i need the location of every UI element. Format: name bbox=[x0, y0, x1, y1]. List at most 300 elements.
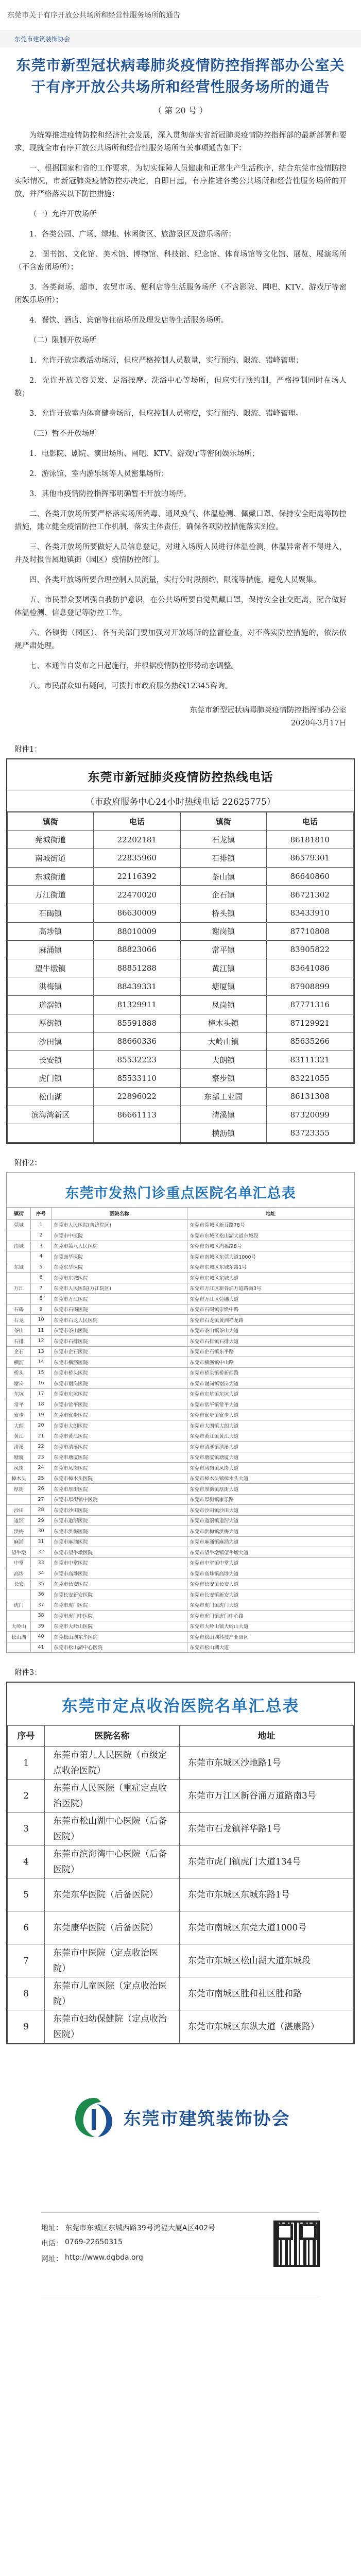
hospital-name-cell: 东莞市常平医院 bbox=[51, 1399, 187, 1410]
treatment-header-cell: 医院名称 bbox=[45, 1726, 180, 1747]
town-cell: 常平镇 bbox=[180, 941, 266, 959]
town-cell: 樟木头镇 bbox=[180, 1014, 266, 1032]
hospital-name-cell: 东莞市人民医院(普济院区) bbox=[51, 1219, 187, 1230]
fever-header-cell: 地址 bbox=[187, 1207, 354, 1219]
index-cell: 14 bbox=[31, 1357, 51, 1368]
town-cell: 厚街 bbox=[7, 1484, 31, 1495]
town-cell bbox=[8, 1124, 94, 1143]
notice-paragraph: 1．允许开放宗教活动场所，但应严格控制人员数量，实行预约、限流、错峰管理； bbox=[29, 357, 303, 365]
address-cell: 东莞市望牛墩镇望牛墩大道 bbox=[187, 1547, 354, 1558]
hotline-title: 东莞市新冠肺炎疫情防控热线电话 bbox=[88, 770, 273, 784]
town-cell: 东部工业园 bbox=[180, 1087, 266, 1106]
address-cell: 东莞市东坑镇东坑大道 bbox=[187, 1388, 354, 1399]
address-cell: 东莞市中堂镇中堂大道 bbox=[187, 1557, 354, 1568]
index-cell: 9 bbox=[8, 2010, 45, 2043]
fever-clinic-row bbox=[7, 1452, 354, 1463]
town-cell: 洪梅镇 bbox=[8, 977, 94, 996]
attachment1-label: 附件1： bbox=[14, 745, 42, 754]
footer-divider bbox=[41, 2212, 319, 2213]
treatment-hospital-row bbox=[8, 1780, 354, 1812]
attachment3-label: 附件3： bbox=[14, 1669, 42, 1677]
phone-cell bbox=[93, 1124, 180, 1143]
town-cell: 南城街道 bbox=[8, 849, 94, 868]
index-cell: 31 bbox=[31, 1536, 51, 1547]
fever-clinic-row bbox=[7, 1294, 354, 1304]
index-cell: 15 bbox=[31, 1367, 51, 1378]
notice-body bbox=[14, 129, 347, 693]
phone-value: 0769-22650315 bbox=[65, 2238, 123, 2247]
town-cell: 东坑 bbox=[7, 1388, 31, 1399]
address-cell: 东莞市南城区东莞大道1000号 bbox=[187, 1251, 354, 1262]
fever-clinic-row bbox=[7, 1589, 354, 1600]
phone-cell: 81329911 bbox=[93, 995, 180, 1014]
fever-clinic-card bbox=[6, 1172, 355, 1654]
index-cell: 9 bbox=[31, 1304, 51, 1315]
address-cell: 东莞市石排镇石排大道 bbox=[187, 1336, 354, 1347]
hotline-row bbox=[8, 1106, 354, 1124]
town-cell bbox=[7, 1611, 31, 1621]
address-cell: 东莞市万江区莞穗大道 bbox=[187, 1294, 354, 1304]
index-cell: 36 bbox=[31, 1589, 51, 1600]
web-label: 网址： bbox=[41, 2255, 63, 2264]
town-cell: 横沥 bbox=[7, 1357, 31, 1368]
hospital-name-cell: 东莞市妇幼保健院（定点收治医院） bbox=[45, 2010, 180, 2043]
hospital-name-cell: 东莞市清溪医院 bbox=[51, 1442, 187, 1452]
town-cell: 塘厦 bbox=[7, 1452, 31, 1463]
address-cell: 东莞市万江区新谷涌万道路南3号 bbox=[180, 1780, 354, 1812]
notice-paragraph: 八、市民群众如有疑问，可拨打市政府服务热线12345咨询。 bbox=[29, 682, 233, 690]
fever-clinic-row bbox=[7, 1241, 354, 1251]
treatment-hospital-row bbox=[8, 2010, 354, 2043]
hospital-name-cell: 东莞松山湖东华医院 bbox=[51, 1632, 187, 1642]
hospital-name-cell: 东莞市凤岗医院 bbox=[51, 1463, 187, 1473]
address-value: 东莞市东城区东城西路39号鸿福大厦A区402号 bbox=[65, 2224, 216, 2233]
index-cell: 7 bbox=[31, 1283, 51, 1294]
town-cell: 石碣 bbox=[7, 1304, 31, 1315]
phone-label: 电话： bbox=[41, 2240, 63, 2248]
hospital-name-cell: 东莞市道滘医院 bbox=[51, 1515, 187, 1526]
treatment-hospital-title: 东莞市定点收治医院名单汇总表 bbox=[61, 1697, 300, 1716]
town-cell: 东城 bbox=[7, 1262, 31, 1273]
hotline-row bbox=[8, 849, 354, 868]
address-cell: 东莞市寮步镇寮步大道 bbox=[187, 1410, 354, 1420]
phone-cell: 22896022 bbox=[93, 1087, 180, 1106]
fever-clinic-row bbox=[7, 1568, 354, 1579]
town-cell: 长安镇 bbox=[8, 1050, 94, 1069]
fever-clinic-table bbox=[7, 1207, 354, 1653]
index-cell: 1 bbox=[31, 1219, 51, 1230]
address-cell: 东莞市南城区东莞大道1000号 bbox=[180, 1911, 354, 1944]
treatment-hospital-row bbox=[8, 1977, 354, 2010]
index-cell: 23 bbox=[31, 1452, 51, 1463]
hospital-name-cell: 东莞市滨海湾中心医院（后备医院） bbox=[45, 1845, 180, 1878]
fever-clinic-row bbox=[7, 1442, 354, 1452]
footer-org-name: 东莞市建筑装饰协会 bbox=[123, 2108, 290, 2129]
phone-cell: 87320099 bbox=[266, 1106, 354, 1124]
index-cell: 6 bbox=[31, 1273, 51, 1283]
notice-paragraph: 为统筹推进疫情防控和经济社会发展，深入贯彻落实省新冠肺炎疫情防控指挥部的最新部署和要求，现就全市有序开放公共场所和经营性服务场所有关事项通告如下： bbox=[14, 131, 347, 152]
fever-clinic-row bbox=[7, 1410, 354, 1420]
hospital-name-cell: 东莞市人民医院（重症定点收治医院） bbox=[45, 1780, 180, 1812]
town-cell: 常平 bbox=[7, 1399, 31, 1410]
hospital-name-cell: 东莞市黄江医院 bbox=[51, 1431, 187, 1442]
treatment-hospital-card bbox=[6, 1682, 355, 2044]
phone-cell: 86181810 bbox=[266, 831, 354, 849]
phone-cell: 87129921 bbox=[266, 1014, 354, 1032]
hotline-row bbox=[8, 977, 354, 996]
phone-cell: 86630009 bbox=[93, 904, 180, 922]
phone-cell: 88851288 bbox=[93, 959, 180, 977]
town-cell: 石龙镇 bbox=[180, 831, 266, 849]
hospital-name-cell: 东莞市松山湖中心医院 bbox=[51, 1642, 187, 1653]
town-cell bbox=[7, 1251, 31, 1262]
index-cell: 40 bbox=[31, 1632, 51, 1642]
hospital-name-cell: 东莞长安新安医院 bbox=[51, 1589, 187, 1600]
address-cell: 东莞市高埗镇高埗大道 bbox=[187, 1568, 354, 1579]
address-cell: 东莞市长安镇长安大道 bbox=[187, 1579, 354, 1589]
hospital-name-cell: 东莞康华医院 bbox=[51, 1251, 187, 1262]
notice-paragraph: 3．其他市疫情防控指挥部明确暂不开放的场所。 bbox=[29, 490, 191, 498]
phone-cell: 87710808 bbox=[266, 922, 354, 941]
address-cell: 东莞市麻涌镇麻涌大道 bbox=[187, 1536, 354, 1547]
fever-clinic-row bbox=[7, 1388, 354, 1399]
town-cell: 石排镇 bbox=[180, 849, 266, 868]
index-cell: 20 bbox=[31, 1420, 51, 1431]
association-logo-icon bbox=[71, 2094, 117, 2140]
fever-clinic-row bbox=[7, 1283, 354, 1294]
address-cell: 东莞市莞城区新芬路78号 bbox=[187, 1219, 354, 1230]
hospital-name-cell: 东莞市桥头医院 bbox=[51, 1367, 187, 1378]
fever-clinic-row bbox=[7, 1484, 354, 1495]
town-cell: 莞城街道 bbox=[8, 831, 94, 849]
address-cell: 东莞市东城区东城大道 bbox=[187, 1273, 354, 1283]
hotline-table bbox=[7, 812, 354, 1143]
town-cell: 道滘 bbox=[7, 1515, 31, 1526]
address-cell: 东莞市松山湖大道 bbox=[187, 1642, 354, 1653]
phone-cell: 83723355 bbox=[266, 1124, 354, 1143]
index-cell: 6 bbox=[8, 1911, 45, 1944]
phone-cell: 22202181 bbox=[93, 831, 180, 849]
treatment-header-cell: 地址 bbox=[180, 1726, 354, 1747]
address-cell: 东莞市横沥镇中山路 bbox=[187, 1357, 354, 1368]
town-cell: 望牛墩镇 bbox=[8, 959, 94, 977]
index-cell: 11 bbox=[31, 1325, 51, 1336]
town-cell: 大朗镇 bbox=[180, 1050, 266, 1069]
phone-cell: 87908899 bbox=[266, 977, 354, 996]
town-cell: 大岭山 bbox=[7, 1621, 31, 1632]
page-title: 东莞市关于有序开放公共场所和经营性服务场所的通告 bbox=[7, 11, 180, 20]
hospital-name-cell: 东莞市万江医院 bbox=[51, 1294, 187, 1304]
town-cell: 莞城 bbox=[7, 1219, 31, 1230]
treatment-hospital-row bbox=[8, 1911, 354, 1944]
hospital-name-cell: 东莞市石碣医院 bbox=[51, 1304, 187, 1315]
phone-cell: 86640860 bbox=[266, 867, 354, 886]
notice-paragraph: 四、各类开放场所要合理控制人员流量，实行分时段预约、限流等措施，避免人员聚集。 bbox=[29, 576, 321, 584]
town-cell: 黄江镇 bbox=[180, 959, 266, 977]
phone-cell: 88010009 bbox=[93, 922, 180, 941]
phone-cell: 86721302 bbox=[266, 886, 354, 904]
fever-clinic-row bbox=[7, 1420, 354, 1431]
town-cell: 寮步 bbox=[7, 1410, 31, 1420]
hotline-row bbox=[8, 1014, 354, 1032]
notice-paragraph: （一）允许开放场所 bbox=[29, 210, 97, 218]
town-cell: 麻涌 bbox=[7, 1536, 31, 1547]
phone-cell: 86131308 bbox=[266, 1087, 354, 1106]
hospital-name-cell: 东莞市洪梅医院 bbox=[51, 1526, 187, 1537]
town-cell: 凤岗镇 bbox=[180, 995, 266, 1014]
notice-paragraph: 1．各类公园、广场、绿地、休闲街区、旅游景区及游乐场所； bbox=[29, 230, 236, 239]
town-cell: 东城街道 bbox=[8, 867, 94, 886]
notice-paragraph: 一、根据国家和省的工作要求，为切实保障人员健康和正常生产生活秩序，结合东莞市疫情防控实际情况，市新冠肺炎疫情防控办决定，自即日起，有序推进各类公共场所和经营性服务场所的开放，并严格落实以下防控措施： bbox=[14, 164, 347, 198]
index-cell: 17 bbox=[31, 1388, 51, 1399]
index-cell: 5 bbox=[8, 1878, 45, 1911]
hospital-name-cell: 东莞市石龙人民医院 bbox=[51, 1315, 187, 1326]
col-phone: 电话 bbox=[266, 812, 354, 831]
address-cell: 东莞市东城区东纵大道（湛康路） bbox=[180, 2010, 354, 2043]
town-cell: 中堂 bbox=[7, 1557, 31, 1568]
notice-paragraph: 3．允许开放室内体育健身场所，但应控制人员密度，实行预约、限流、错峰管理。 bbox=[29, 410, 303, 418]
hospital-name-cell: 东莞市儿童医院（定点收治医院） bbox=[45, 1977, 180, 2010]
signature-date: 2020年3月17日 bbox=[290, 719, 347, 727]
address-cell: 东莞市东城区松山湖大道东城段 bbox=[180, 1944, 354, 1977]
address-label: 地址： bbox=[41, 2224, 63, 2233]
fever-header-cell: 医院名称 bbox=[51, 1207, 187, 1219]
hospital-name-cell: 东莞市寮步医院 bbox=[51, 1410, 187, 1420]
hotline-table-card bbox=[6, 758, 355, 1144]
address-cell: 东莞市茶山镇茶山大道 bbox=[187, 1325, 354, 1336]
index-cell: 12 bbox=[31, 1336, 51, 1347]
fever-clinic-row bbox=[7, 1273, 354, 1283]
hospital-name-cell: 东莞市第八人民医院 bbox=[51, 1241, 187, 1251]
fever-clinic-row bbox=[7, 1515, 354, 1526]
address-cell: 东莞市凤岗镇凤岗大道 bbox=[187, 1463, 354, 1473]
hospital-name-cell: 东莞市石排医院 bbox=[51, 1336, 187, 1347]
hotline-row bbox=[8, 1087, 354, 1106]
town-cell: 滨海湾新区 bbox=[8, 1106, 94, 1124]
doc-number: （ 第 20 号 ） bbox=[153, 106, 208, 115]
notice-paragraph: 4．餐饮、酒店、宾馆等住宿场所及理发店等生活服务场所。 bbox=[29, 316, 229, 325]
town-cell: 长安 bbox=[7, 1579, 31, 1589]
hotline-row bbox=[8, 1069, 354, 1088]
notice-paragraph: 2．游泳馆、室内游乐场等人员密集场所； bbox=[29, 470, 169, 478]
town-cell: 塘厦镇 bbox=[180, 977, 266, 996]
treatment-hospital-row bbox=[8, 1944, 354, 1977]
fever-clinic-row bbox=[7, 1325, 354, 1336]
signature-org: 东莞市新型冠状病毒肺炎疫情防控指挥部办公室 bbox=[190, 706, 347, 715]
phone-cell: 88660336 bbox=[93, 1032, 180, 1051]
address-cell: 东莞市石碣镇崇焕中路 bbox=[187, 1304, 354, 1315]
notice-paragraph: 七、本通告自发布之日起施行，并根据疫情防控形势动态调整。 bbox=[29, 662, 238, 670]
index-cell: 39 bbox=[31, 1621, 51, 1632]
fever-clinic-row bbox=[7, 1600, 354, 1611]
index-cell: 37 bbox=[31, 1600, 51, 1611]
hospital-name-cell: 东莞市沙田医院 bbox=[51, 1505, 187, 1516]
address-cell: 东莞市长安镇新安大道 bbox=[187, 1589, 354, 1600]
town-cell: 茶山镇 bbox=[180, 867, 266, 886]
address-cell: 东莞市企石镇东平路 bbox=[187, 1346, 354, 1357]
phone-cell: 22116392 bbox=[93, 867, 180, 886]
town-cell: 高埗镇 bbox=[8, 922, 94, 941]
hospital-name-cell: 东莞市高埗医院 bbox=[51, 1568, 187, 1579]
hospital-name-cell: 东莞市第九人民医院（市级定点收治医院） bbox=[45, 1747, 180, 1780]
index-cell: 21 bbox=[31, 1431, 51, 1442]
town-cell bbox=[7, 1273, 31, 1283]
phone-cell: 85533110 bbox=[93, 1069, 180, 1088]
index-cell: 4 bbox=[31, 1251, 51, 1262]
town-cell: 万江 bbox=[7, 1283, 31, 1294]
hospital-name-cell: 东莞市谢岗医院 bbox=[51, 1378, 187, 1389]
phone-cell: 85532223 bbox=[93, 1050, 180, 1069]
notice-paragraph: （三）暂不开放场所 bbox=[29, 430, 97, 438]
hotline-row bbox=[8, 1050, 354, 1069]
town-cell: 厚街镇 bbox=[8, 1014, 94, 1032]
hospital-name-cell: 东莞市虎门医院 bbox=[51, 1600, 187, 1611]
hospital-name-cell: 东莞市樟木头医院 bbox=[51, 1473, 187, 1484]
hospital-name-cell: 东莞市中医院（定点收治医院） bbox=[45, 1944, 180, 1977]
web-link[interactable]: http://www.dgbda.org bbox=[65, 2253, 143, 2262]
fever-clinic-row bbox=[7, 1399, 354, 1410]
town-cell: 黄江 bbox=[7, 1431, 31, 1442]
address-cell: 东莞市常平镇常平大道 bbox=[187, 1399, 354, 1410]
address-cell: 东莞市东城区沙地路1号 bbox=[180, 1747, 354, 1780]
hotline-row bbox=[8, 886, 354, 904]
phone-cell: 83433910 bbox=[266, 904, 354, 922]
hospital-name-cell: 东莞市麻涌医院 bbox=[51, 1536, 187, 1547]
fever-clinic-row bbox=[7, 1473, 354, 1484]
address-cell: 东莞市万江区新谷涌万道路南3号 bbox=[187, 1283, 354, 1294]
fever-clinic-row bbox=[7, 1547, 354, 1558]
treatment-hospital-row bbox=[8, 1747, 354, 1780]
address-cell: 东莞市桥头镇桥新西路 bbox=[187, 1367, 354, 1378]
fever-clinic-row bbox=[7, 1632, 354, 1642]
footer-logo-row bbox=[0, 2063, 361, 2140]
hospital-name-cell: 东莞东华医院 bbox=[51, 1262, 187, 1273]
address-cell: 东莞市清溪镇清溪大道 bbox=[187, 1442, 354, 1452]
hospital-name-cell: 东莞市望牛墩医院 bbox=[51, 1547, 187, 1558]
treatment-hospital-row bbox=[8, 1845, 354, 1878]
hospital-name-cell: 东莞市东城医院 bbox=[51, 1273, 187, 1283]
town-cell: 洪梅 bbox=[7, 1526, 31, 1537]
notice-paragraph: 2．图书馆、文化馆、美术馆、博物馆、科技馆、纪念馆、体育场馆等文化馆、展览、展演场所（不含密闭场所）； bbox=[14, 250, 347, 272]
col-town: 镇街 bbox=[180, 812, 266, 831]
town-cell bbox=[7, 1589, 31, 1600]
index-cell: 35 bbox=[31, 1579, 51, 1589]
hospital-name-cell: 东莞市厚街医院 bbox=[51, 1484, 187, 1495]
town-cell: 企石 bbox=[7, 1346, 31, 1357]
town-cell: 谢岗镇 bbox=[180, 922, 266, 941]
town-cell: 石龙 bbox=[7, 1315, 31, 1326]
footer bbox=[0, 2063, 361, 2359]
index-cell: 3 bbox=[31, 1241, 51, 1251]
hospital-name-cell: 东莞市大朗医院 bbox=[51, 1420, 187, 1431]
notice-title: 东莞市新型冠状病毒肺炎疫情防控指挥部办公室关于有序开放公共场所和经营性服务场所的通告 bbox=[16, 57, 345, 95]
fever-clinic-title: 东莞市发热门诊重点医院名单汇总表 bbox=[65, 1185, 296, 1201]
town-cell: 大朗 bbox=[7, 1420, 31, 1431]
address-cell: 东莞市厚街镇厚街大道 bbox=[187, 1484, 354, 1495]
address-cell: 东莞市石龙镇祥华路1号 bbox=[180, 1812, 354, 1845]
fever-clinic-row bbox=[7, 1536, 354, 1547]
header-bar: 东莞市建筑装饰协会 bbox=[0, 30, 361, 47]
address-cell: 东莞市东城区东城东路1号 bbox=[187, 1262, 354, 1273]
address-cell: 东莞市塘厦镇塘厦大道 bbox=[187, 1452, 354, 1463]
fever-clinic-row bbox=[7, 1378, 354, 1389]
town-cell: 横沥镇 bbox=[180, 1124, 266, 1143]
notice-section bbox=[0, 47, 361, 730]
fever-clinic-row bbox=[7, 1642, 354, 1653]
address-cell: 东莞市虎门镇虎门中心路 bbox=[187, 1611, 354, 1621]
fever-clinic-row bbox=[7, 1346, 354, 1357]
fever-clinic-row bbox=[7, 1505, 354, 1516]
hotline-subtitle: （市政府服务中心24小时热线电话 22625775） bbox=[7, 790, 354, 812]
phone-cell: 83641086 bbox=[266, 959, 354, 977]
town-cell: 茶山 bbox=[7, 1325, 31, 1336]
town-cell bbox=[7, 1642, 31, 1653]
hospital-name-cell: 东莞市茶山医院 bbox=[51, 1325, 187, 1336]
index-cell: 24 bbox=[31, 1463, 51, 1473]
address-cell: 东莞市东城区东城东路1号 bbox=[180, 1878, 354, 1911]
hospital-name-cell: 东莞市人民医院(万江院区) bbox=[51, 1283, 187, 1294]
hotline-row bbox=[8, 941, 354, 959]
treatment-hospital-row bbox=[8, 1812, 354, 1845]
phone-cell: 86661113 bbox=[93, 1106, 180, 1124]
town-cell: 松山湖 bbox=[8, 1087, 94, 1106]
treatment-hospital-row bbox=[8, 1878, 354, 1911]
hospital-name-cell: 东莞市横沥医院 bbox=[51, 1357, 187, 1368]
fever-clinic-row bbox=[7, 1367, 354, 1378]
phone-cell: 86579301 bbox=[266, 849, 354, 868]
town-cell: 沙田 bbox=[7, 1505, 31, 1516]
phone-cell: 83111321 bbox=[266, 1050, 354, 1069]
index-cell: 1 bbox=[8, 1747, 45, 1780]
attachment2-label: 附件2： bbox=[14, 1159, 42, 1167]
town-cell: 麻涌镇 bbox=[8, 941, 94, 959]
address-cell: 东莞市谢岗镇谢岗大道 bbox=[187, 1378, 354, 1389]
hospital-name-cell: 东莞市虎门中医院 bbox=[51, 1611, 187, 1621]
index-cell: 7 bbox=[8, 1944, 45, 1977]
index-cell: 26 bbox=[31, 1484, 51, 1495]
notice-paragraph: 二、各类开放场所要严格落实场所消毒、通风换气、体温检测、佩戴口罩、保持安全距离等防控措施，建立健全疫情防控工作机制，落实主体责任，确保各项防控措施落实到位。 bbox=[14, 510, 347, 531]
town-cell bbox=[7, 1230, 31, 1241]
index-cell: 41 bbox=[31, 1642, 51, 1653]
town-cell: 寮步镇 bbox=[180, 1069, 266, 1088]
address-cell: 东莞市南城区鸿福路8号 bbox=[187, 1241, 354, 1251]
notice-paragraph: 3．各类商场、超市、农贸市场、便利店等生活服务场所（不含影院、网吧、KTV、游戏厅等密闭娱乐场所）； bbox=[14, 283, 347, 304]
index-cell: 30 bbox=[31, 1526, 51, 1537]
fever-clinic-row bbox=[7, 1357, 354, 1368]
phone-cell: 88823066 bbox=[93, 941, 180, 959]
phone-cell: 85591888 bbox=[93, 1014, 180, 1032]
hospital-name-cell: 东莞市大岭山医院 bbox=[51, 1621, 187, 1632]
fever-clinic-row bbox=[7, 1557, 354, 1568]
fever-clinic-row bbox=[7, 1621, 354, 1632]
town-cell: 企石镇 bbox=[180, 886, 266, 904]
address-cell: 东莞市大朗镇大朗大道 bbox=[187, 1420, 354, 1431]
town-cell: 大岭山镇 bbox=[180, 1032, 266, 1051]
address-cell: 东莞市黄江镇黄江大道 bbox=[187, 1431, 354, 1442]
town-cell: 南城 bbox=[7, 1241, 31, 1251]
fever-clinic-row bbox=[7, 1219, 354, 1230]
phone-cell: 87771316 bbox=[266, 995, 354, 1014]
fever-clinic-row bbox=[7, 1494, 354, 1505]
hotline-row bbox=[8, 831, 354, 849]
phone-cell: 83905822 bbox=[266, 941, 354, 959]
col-phone: 电话 bbox=[93, 812, 180, 831]
phone-cell: 22835960 bbox=[93, 849, 180, 868]
index-cell: 16 bbox=[31, 1378, 51, 1389]
index-cell: 19 bbox=[31, 1410, 51, 1420]
fever-clinic-row bbox=[7, 1304, 354, 1315]
qr-code-icon bbox=[273, 2221, 320, 2267]
